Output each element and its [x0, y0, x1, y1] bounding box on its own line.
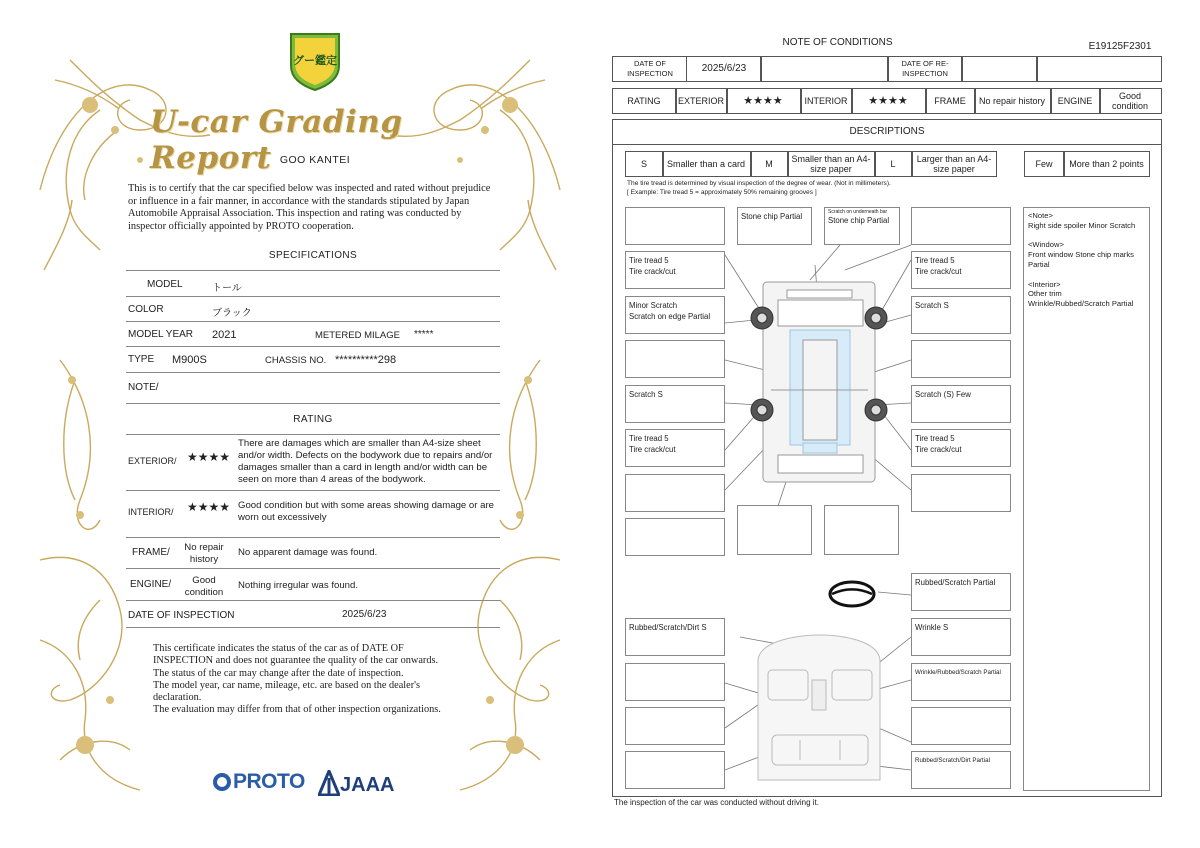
comment-box: Wrinkle S	[911, 618, 1011, 656]
divider	[126, 403, 500, 404]
footer-line: declaration.	[153, 692, 202, 704]
exterior-label: EXTERIOR/	[128, 456, 177, 466]
notes-line: Wrinkle/Rubbed/Scratch Partial	[1028, 299, 1134, 309]
comment-box-empty	[911, 474, 1011, 512]
divider	[126, 321, 500, 322]
frame-label: FRAME	[934, 96, 966, 106]
comment-box: Tire tread 5 Tire crack/cut	[911, 251, 1011, 289]
jaaa-logo-icon	[318, 770, 340, 796]
steering-wheel-icon	[830, 582, 874, 606]
divider	[126, 627, 500, 628]
legend-l-description: Larger than an A4-size paper	[916, 154, 992, 174]
specifications-heading: SPECIFICATIONS	[268, 250, 358, 261]
divider	[126, 346, 500, 347]
divider	[126, 568, 500, 569]
comment-box-empty	[625, 518, 725, 556]
comment-box: Tire tread 5 Tire crack/cut	[911, 429, 1011, 467]
comment-box-empty	[625, 340, 725, 378]
footer-line: This certificate indicates the status of the car as of DATE OF	[153, 643, 404, 654]
frame-value: No repair history	[978, 96, 1046, 106]
badge-text: グー鑑定	[293, 54, 337, 67]
jaaa-logo-text: JAAA	[340, 774, 395, 796]
jaaa-logo	[318, 770, 394, 797]
comment-box-empty	[625, 751, 725, 789]
interior-label: INTERIOR	[804, 96, 848, 106]
comment-box-empty	[625, 707, 725, 745]
notes-line: <Note>	[1028, 211, 1053, 220]
comment-box-empty	[625, 663, 725, 701]
certificate-footer	[153, 643, 483, 717]
notes-line: Right side spoiler Minor Scratch	[1028, 220, 1136, 230]
interior-description: Good condition but with some areas showing damage or are worn out excessively	[238, 500, 494, 523]
comment-box: Tire tread 5 Tire crack/cut	[625, 251, 725, 289]
comment-box: Scratch S	[625, 385, 725, 423]
proto-logo-text: PROTO	[233, 770, 305, 793]
comment-box: Rubbed/Scratch/Dirt Partial	[911, 751, 1011, 789]
engine-value: Good condition	[184, 575, 224, 598]
frame-label: FRAME/	[132, 547, 170, 558]
goo-kantei-badge	[287, 30, 343, 92]
comment-box: Scratch (S) Few	[911, 385, 1011, 423]
frame-description: No apparent damage was found.	[238, 547, 378, 558]
comment-box: Tire tread 5 Tire crack/cut	[625, 429, 725, 467]
divider	[126, 537, 500, 538]
model-label: MODEL	[147, 279, 183, 290]
color-value: ブラック	[212, 308, 252, 319]
date-of-inspection-value: 2025/6/23	[701, 63, 747, 74]
exterior-description: There are damages which are smaller than A4-size sheet and/or width. Defects on the bodywork due to repairs and/or damages smaller than a card in length and/or width can be seen on more than 4 areas of the bodywork.	[238, 438, 493, 485]
model-year-value: 2021	[212, 329, 237, 341]
tire-note-2: [ Example: Tire tread 5 = approximately 50% remaining grooves ]	[627, 189, 817, 196]
note-of-conditions-sheet	[600, 0, 1200, 848]
frame-value: No repair history	[184, 542, 224, 565]
legend-s-description: Smaller than a card	[666, 159, 746, 169]
exterior-stars: ★★★★	[743, 95, 783, 107]
date-of-inspection-label: DATE OF INSPECTION	[128, 610, 235, 621]
note-label: NOTE/	[128, 382, 159, 393]
divider	[126, 270, 500, 271]
model-year-label: MODEL YEAR	[128, 329, 194, 340]
notes-line: <Interior>	[1028, 279, 1061, 289]
divider	[126, 434, 500, 435]
rating-heading: RATING	[293, 414, 333, 425]
type-label: TYPE	[128, 354, 155, 365]
chassis-value: **********298	[335, 354, 397, 366]
tire-note-1: The tire tread is determined by visual inspection of the degree of wear. (Not in millimeters).	[627, 180, 891, 187]
comment-box: Minor Scratch Scratch on edge Partial	[625, 296, 725, 334]
comment-box-empty	[824, 505, 899, 555]
legend-l: L	[890, 159, 896, 169]
comment-box-empty	[911, 207, 1011, 245]
sheet-title: NOTE OF CONDITIONS	[782, 37, 893, 48]
exterior-label: EXTERIOR	[677, 96, 724, 106]
divider	[126, 490, 500, 491]
comment-box-empty	[911, 707, 1011, 745]
certificate-intro: This is to certify that the car specified below was inspected and rated without prejudice or influence in a fair manner, in accordance with the standards stipulated by Japan Automobile Appraisal Association. This inspection and rating was conducted by inspector officially appointed by PROTO cooperation.	[128, 183, 491, 232]
metered-mileage-label: METERED MILAGE	[315, 330, 400, 341]
metered-mileage-value: *****	[414, 329, 434, 340]
sheet-code: E19125F2301	[1088, 41, 1152, 52]
interior-stars: ★★★★	[187, 500, 231, 514]
certificate-title: U-car Grading Report	[150, 104, 403, 176]
divider	[126, 600, 500, 601]
footer-line: The status of the car may change after the date of inspection.	[153, 667, 404, 679]
comment-box-text: Stone chip Partial	[828, 216, 890, 225]
proto-logo-icon	[213, 773, 231, 791]
exterior-stars: ★★★★	[187, 450, 231, 464]
engine-label: ENGINE/	[130, 579, 172, 590]
legend-m-description: Smaller than an A4-size paper	[791, 154, 871, 174]
engine-label: ENGINE	[1057, 96, 1093, 106]
chassis-label: CHASSIS NO.	[265, 355, 327, 366]
comment-box-empty	[911, 340, 1011, 378]
comment-box-small-text: Scratch on underneath bar	[828, 209, 888, 215]
engine-description: Nothing irregular was found.	[238, 580, 358, 591]
certificate-subtitle: GOO KANTEI	[279, 154, 351, 166]
legend-few-description: More than 2 points	[1069, 159, 1144, 169]
legend-few: Few	[1035, 159, 1053, 169]
comment-box-empty	[625, 207, 725, 245]
car-interior-view	[758, 635, 880, 780]
comment-box: Wrinkle/Rubbed/Scratch Partial	[911, 663, 1011, 701]
legend-m: M	[765, 159, 773, 169]
legend-s: S	[640, 159, 647, 169]
comment-box: Stone chip Partial	[737, 207, 812, 245]
descriptions-heading: DESCRIPTIONS	[849, 126, 925, 137]
engine-value: Good condition	[1111, 91, 1149, 111]
footer-line: INSPECTION and does not guarantee the quality of the car onwards.	[153, 655, 439, 667]
rating-label: RATING	[627, 96, 661, 106]
divider	[126, 296, 500, 297]
comment-box-empty	[625, 474, 725, 512]
comment-box: Scratch S	[911, 296, 1011, 334]
type-value: M900S	[172, 354, 207, 366]
date-of-reinspection-label: DATE OF RE-INSPECTION	[901, 59, 949, 78]
comment-box-empty	[737, 505, 812, 555]
divider	[126, 372, 500, 373]
footer-line: The model year, car name, mileage, etc. are based on the dealer's	[153, 679, 421, 691]
footer-line: The evaluation may differ from that of other inspection organizations.	[153, 704, 441, 716]
comment-box: Rubbed/Scratch/Dirt S	[625, 618, 725, 656]
notes-line: <Window>	[1028, 240, 1064, 250]
date-of-inspection-label: DATE OF INSPECTION	[627, 59, 673, 78]
color-label: COLOR	[128, 304, 164, 315]
proto-logo	[213, 770, 305, 794]
date-of-inspection-value: 2025/6/23	[342, 609, 387, 620]
interior-stars: ★★★★	[868, 95, 908, 107]
car-top-view	[763, 282, 875, 482]
notes-line: Other trim	[1028, 289, 1062, 299]
model-value: トール	[212, 283, 242, 294]
sheet-footer: The inspection of the car was conducted without driving it.	[614, 798, 819, 807]
comment-box	[824, 207, 900, 245]
interior-label: INTERIOR/	[128, 507, 174, 517]
comment-box: Rubbed/Scratch Partial	[911, 573, 1011, 611]
notes-line: Front window Stone chip marks Partial	[1028, 250, 1134, 269]
